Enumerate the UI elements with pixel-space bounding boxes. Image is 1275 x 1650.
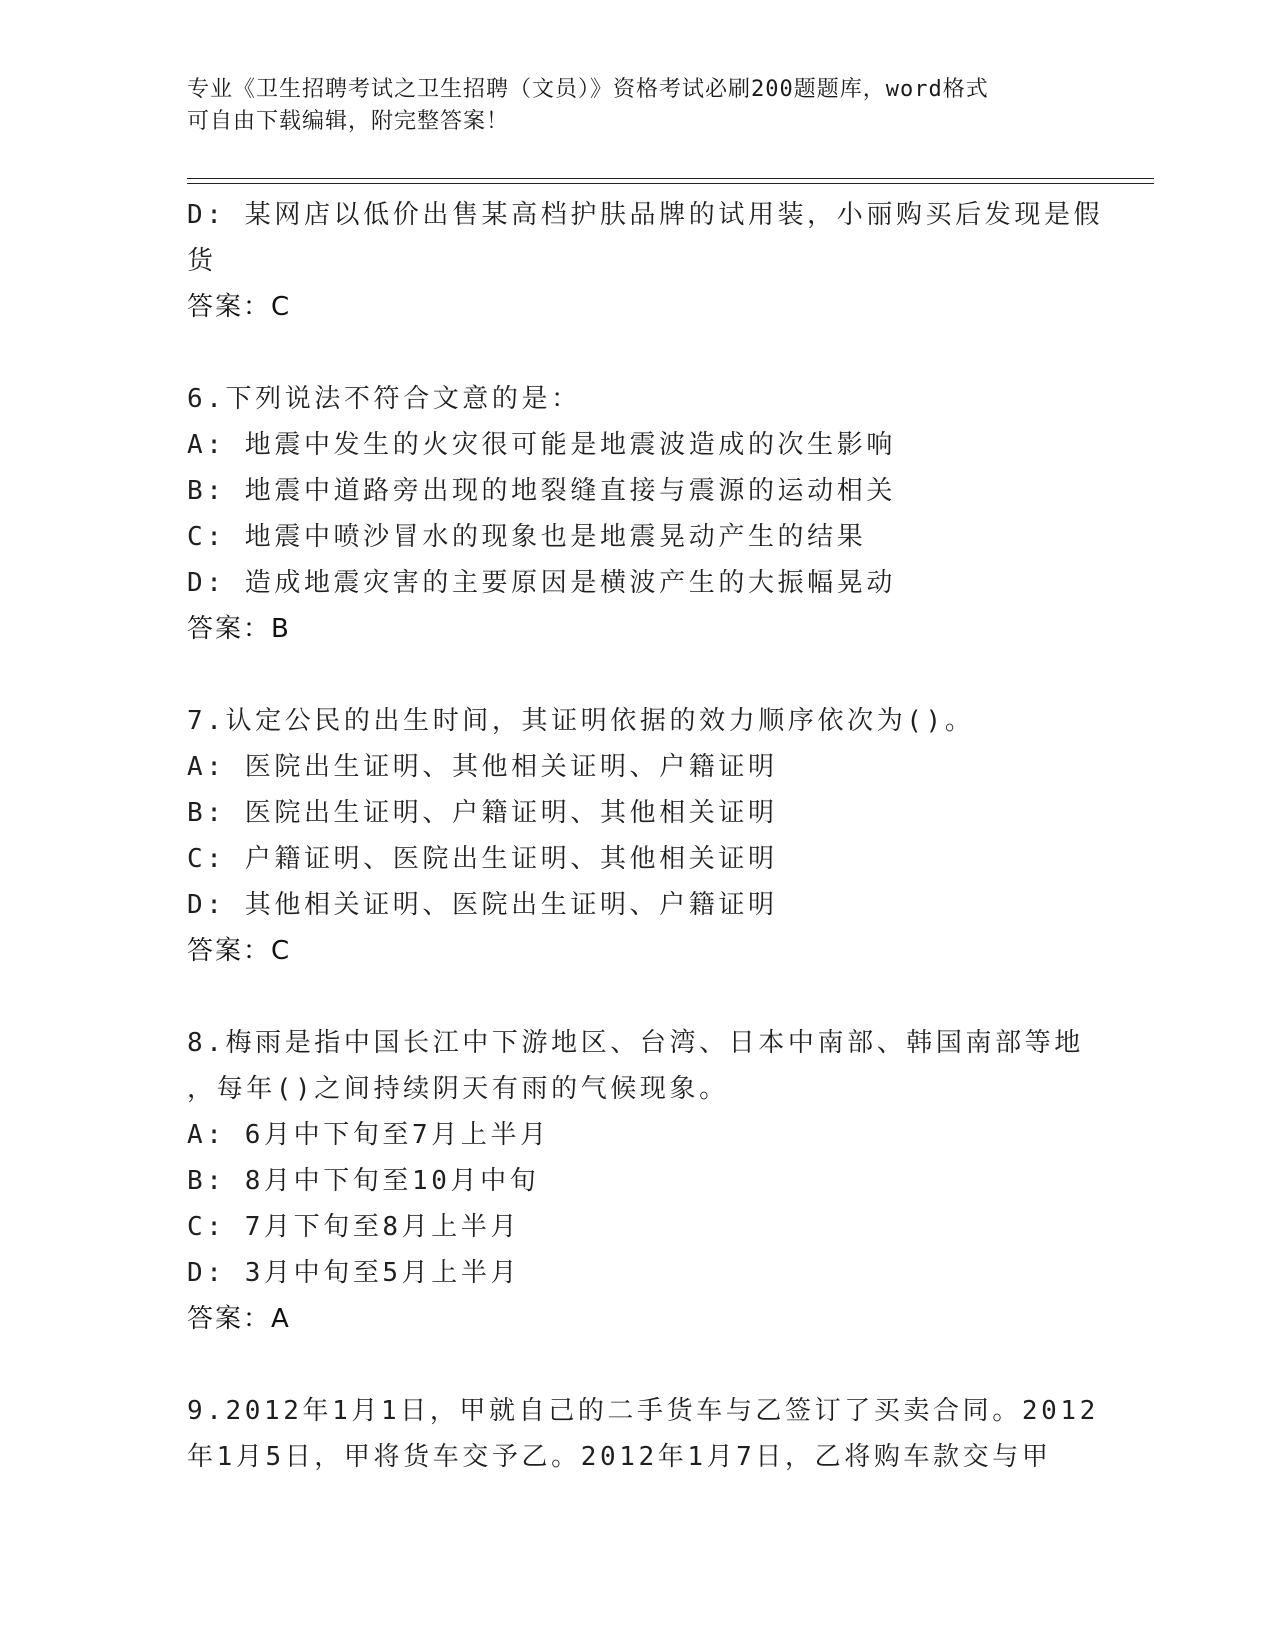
option-b: B: 医院出生证明、户籍证明、其他相关证明	[187, 798, 778, 828]
question-8	[187, 1020, 1087, 1342]
question-6	[187, 376, 1087, 652]
answer: 答案：C	[187, 936, 292, 966]
spacer	[187, 652, 1087, 698]
option-b: B: 8月中下旬至10月中旬	[187, 1166, 540, 1196]
option-a: A: 6月中下旬至7月上半月	[187, 1120, 550, 1150]
spacer	[187, 330, 1087, 376]
question-stem: 7.认定公民的出生时间，其证明依据的效力顺序依次为()。	[187, 706, 975, 736]
option-c: C: 7月下旬至8月上半月	[187, 1212, 521, 1242]
question-7	[187, 698, 1087, 974]
document-header	[187, 74, 1067, 138]
spacer	[187, 1342, 1087, 1388]
header-title-line-2: 可自由下载编辑，附完整答案！	[187, 109, 510, 134]
option-d: D: 某网店以低价出售某高档护肤品牌的试用装，小丽购买后发现是假	[187, 200, 1104, 230]
answer: 答案：B	[187, 614, 291, 644]
option-d: D: 造成地震灾害的主要原因是横波产生的大振幅晃动	[187, 568, 896, 598]
question-list	[187, 192, 1104, 1480]
question-9	[187, 1388, 1099, 1480]
question-stem: 8.梅雨是指中国长江中下游地区、台湾、日本中南部、韩国南部等地	[187, 1028, 1084, 1058]
question-stem-continuation: 年1月5日，甲将货车交予乙。2012年1月7日，乙将购车款交与甲	[187, 1442, 1052, 1472]
header-title-line-1: 专业《卫生招聘考试之卫生招聘（文员）》资格考试必刷200题题库，word格式	[187, 77, 989, 102]
option-d: D: 其他相关证明、医院出生证明、户籍证明	[187, 890, 778, 920]
question-stem: 6.下列说法不符合文意的是：	[187, 384, 581, 414]
answer: 答案：A	[187, 1304, 291, 1334]
option-d: D: 3月中旬至5月上半月	[187, 1258, 521, 1288]
option-c: C: 地震中喷沙冒水的现象也是地震晃动产生的结果	[187, 522, 867, 552]
question-stem: 9.2012年1月1日，甲就自己的二手货车与乙签订了买卖合同。2012	[187, 1396, 1099, 1426]
option-d-continuation: 货	[187, 246, 217, 276]
spacer	[187, 974, 1087, 1020]
header-rule-top	[187, 178, 1154, 179]
option-b: B: 地震中道路旁出现的地裂缝直接与震源的运动相关	[187, 476, 896, 506]
option-a: A: 地震中发生的火灾很可能是地震波造成的次生影响	[187, 430, 896, 460]
question-5-tail	[187, 192, 1104, 330]
header-rule-bottom	[187, 183, 1154, 184]
option-c: C: 户籍证明、医院出生证明、其他相关证明	[187, 844, 778, 874]
question-stem-continuation: ，每年()之间持续阴天有雨的气候现象。	[187, 1074, 729, 1104]
answer: 答案：C	[187, 292, 292, 322]
option-a: A: 医院出生证明、其他相关证明、户籍证明	[187, 752, 778, 782]
